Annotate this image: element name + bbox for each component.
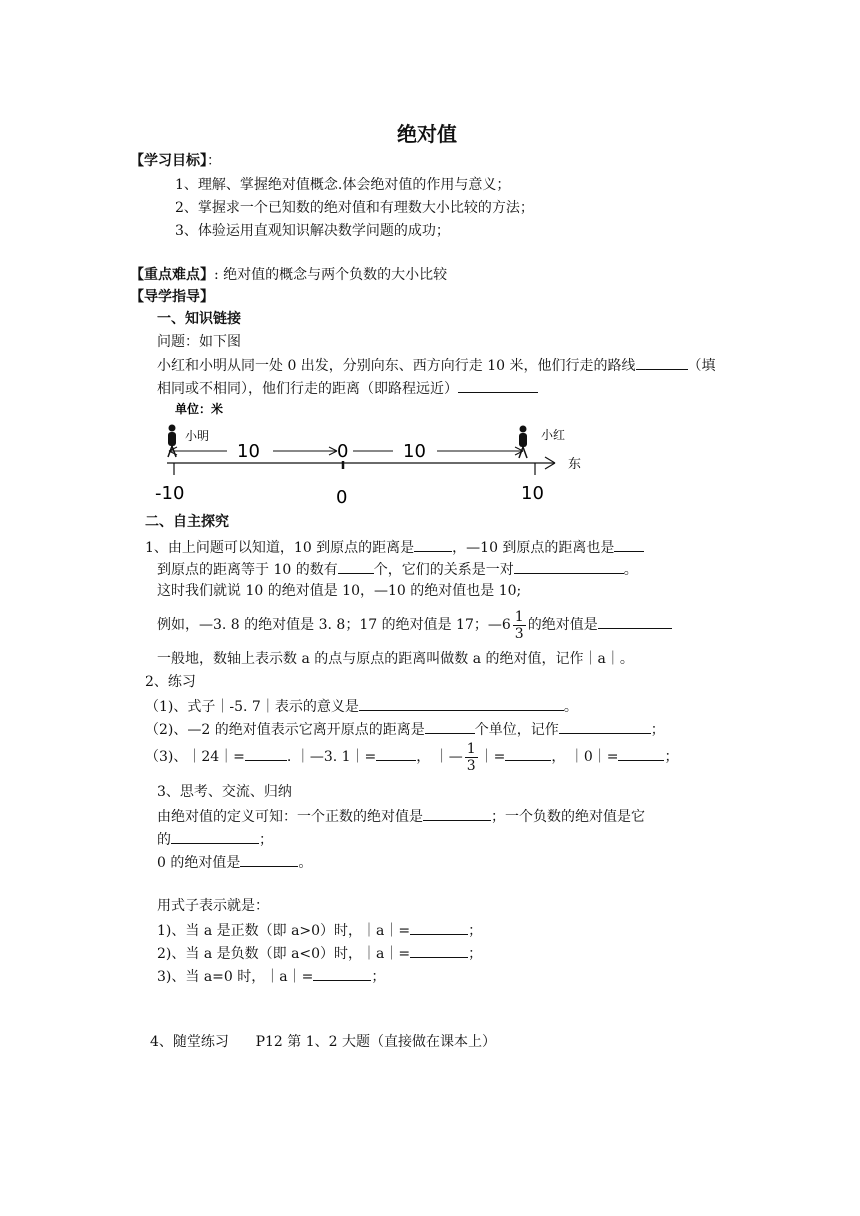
practice-item — [145, 696, 578, 716]
text: 3)、当 a=0 时，｜a｜= — [157, 969, 314, 985]
answer-blank[interactable] — [245, 746, 287, 761]
formula-item — [157, 966, 385, 986]
formula-item — [157, 920, 482, 940]
tick-label-mid: 0 — [336, 487, 348, 508]
text: 1、由上问题可以知道，10 到原点的距离是 — [145, 540, 415, 556]
key-points-text: : 绝对值的概念与两个负数的大小比较 — [214, 267, 448, 283]
question-text: 小红和小明从同一处 0 出发，分别向东、西方向行走 10 米，他们行走的路线 — [157, 358, 636, 374]
question-text: 相同或不相同），他们行走的距离（即路程远近） — [157, 381, 458, 397]
text: 的 — [157, 832, 171, 848]
text: . ｜—3. 1｜= — [286, 749, 377, 765]
origin-mark: 0 — [337, 441, 349, 462]
paragraph-line — [157, 608, 672, 642]
fraction-numerator: 1 — [514, 608, 524, 625]
answer-blank[interactable] — [458, 378, 538, 393]
text: ； — [468, 946, 483, 962]
key-points — [130, 266, 447, 284]
paragraph-line — [145, 537, 644, 557]
text: 例如，—3. 8 的绝对值是 3. 8；17 的绝对值是 17；—6 — [157, 617, 511, 633]
number-line-svg — [155, 395, 595, 510]
practice-exercise: 4、随堂练习 P12 第 1、2 大题（直接做在课本上） — [150, 1034, 497, 1050]
objectives-colon: ： — [207, 153, 221, 169]
text: ； — [259, 832, 273, 848]
fraction-denominator: 3 — [514, 625, 524, 642]
answer-blank[interactable] — [313, 966, 371, 981]
fraction — [465, 741, 478, 774]
question-label: 问题：如下图 — [157, 334, 241, 350]
answer-blank[interactable] — [505, 746, 551, 761]
text: ； — [468, 923, 483, 939]
fraction-denominator: 3 — [466, 757, 476, 774]
answer-blank[interactable] — [614, 537, 644, 552]
answer-blank[interactable] — [559, 719, 651, 734]
tick-label-right: 10 — [521, 483, 544, 504]
direction-label: 东 — [568, 457, 582, 472]
text: ； — [650, 722, 665, 738]
segment-left-length: 10 — [237, 441, 260, 462]
question-text-end: （填 — [687, 358, 716, 374]
text: 。 — [623, 562, 638, 578]
answer-blank[interactable] — [514, 559, 624, 574]
think-heading: 3、思考、交流、归纳 — [157, 784, 292, 800]
answer-blank[interactable] — [618, 746, 664, 761]
text: 到原点的距离等于 10 的数有 — [157, 562, 338, 578]
person-right-label: 小红 — [541, 428, 566, 442]
text: ， ｜— — [416, 749, 463, 765]
answer-blank[interactable] — [636, 355, 688, 370]
text: （1)、式子｜-5. 7｜表示的意义是 — [145, 699, 359, 715]
practice-item — [145, 740, 678, 774]
person-left-label: 小明 — [185, 429, 210, 443]
paragraph-line — [157, 852, 312, 872]
section2-heading: 二、自主探究 — [145, 514, 229, 530]
answer-blank[interactable] — [359, 696, 564, 711]
paragraph-line — [157, 559, 638, 579]
text: 由绝对值的定义可知：一个正数的绝对值是 — [157, 809, 423, 825]
text: 0 的绝对值是 — [157, 855, 241, 871]
text: ｜= — [479, 749, 506, 765]
objective-item: 1、理解、掌握绝对值概念.体会绝对值的作用与意义； — [175, 177, 511, 193]
fraction — [513, 609, 526, 642]
answer-blank[interactable] — [598, 614, 672, 629]
axis-arrow-icon — [545, 457, 555, 463]
text: 2)、当 a 是负数（即 a<0）时，｜a｜= — [157, 946, 411, 962]
page-title: 绝对值 — [397, 122, 457, 146]
number-line-diagram — [155, 395, 595, 510]
text: ， ｜0｜= — [551, 749, 619, 765]
objective-item: 2、掌握求一个已知数的绝对值和有理数大小比较的方法； — [175, 200, 534, 216]
answer-blank[interactable] — [410, 943, 468, 958]
formula-item — [157, 943, 482, 963]
text: ； — [371, 969, 386, 985]
text: （2)、—2 的绝对值表示它离开原点的距离是 — [145, 722, 425, 738]
text: （3)、｜24｜= — [145, 749, 245, 765]
segment-right-length: 10 — [403, 441, 426, 462]
answer-blank[interactable] — [376, 746, 416, 761]
key-points-heading: 【重点难点】 — [130, 267, 214, 283]
text: ；一个负数的绝对值是它 — [491, 809, 645, 825]
objective-item: 3、体验运用直观知识解决数学问题的成功； — [175, 223, 450, 239]
unit-label: 单位：米 — [175, 402, 224, 416]
objectives-heading: 【学习目标】 — [130, 153, 207, 169]
text: ； — [664, 749, 679, 765]
text: ，—10 到原点的距离也是 — [452, 540, 615, 556]
paragraph-line: 这时我们就说 10 的绝对值是 10，—10 的绝对值也是 10; — [157, 583, 522, 599]
fraction-numerator: 1 — [466, 740, 476, 757]
tick-label-left: -10 — [155, 483, 185, 504]
question-line-1 — [157, 355, 716, 375]
answer-blank[interactable] — [338, 559, 374, 574]
formula-heading: 用式子表示就是： — [157, 898, 269, 914]
answer-blank[interactable] — [240, 852, 298, 867]
paragraph-line — [157, 806, 645, 826]
section1-heading: 一、知识链接 — [157, 311, 241, 327]
objectives-header — [130, 152, 221, 170]
person-right-icon — [519, 426, 527, 459]
practice-heading: 2、练习 — [145, 674, 196, 690]
practice-item — [145, 719, 665, 739]
text: 。 — [298, 855, 313, 871]
paragraph-line — [157, 829, 273, 849]
text: 的绝对值是 — [527, 617, 598, 633]
text: 1)、当 a 是正数（即 a>0）时，｜a｜= — [157, 923, 411, 939]
text: 个，它们的关系是一对 — [373, 562, 514, 578]
paragraph-line: 一般地，数轴上表示数 a 的点与原点的距离叫做数 a 的绝对值，记作｜a｜。 — [157, 651, 634, 667]
answer-blank[interactable] — [423, 806, 491, 821]
answer-blank[interactable] — [414, 537, 452, 552]
answer-blank[interactable] — [410, 920, 468, 935]
text: 个单位，记作 — [474, 722, 559, 738]
answer-blank[interactable] — [425, 719, 475, 734]
answer-blank[interactable] — [171, 829, 259, 844]
text: 。 — [563, 699, 578, 715]
guide-heading: 【导学指导】 — [130, 289, 214, 305]
